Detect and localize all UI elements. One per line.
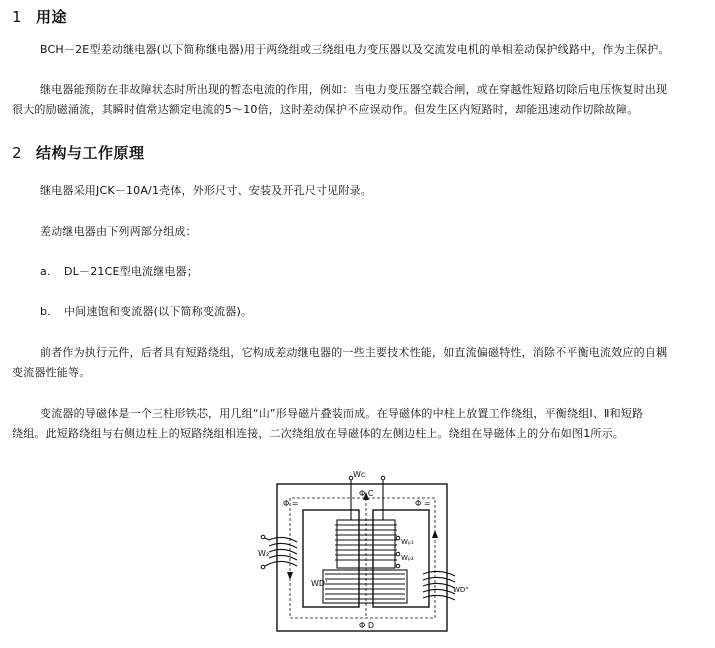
- label-phi-d: Φ D: [359, 621, 374, 630]
- list-item-b: [40, 302, 252, 322]
- section-2-paragraph-4-line-1: 变流器的导磁体是一个三柱形铁芯，用几组“山”形导磁片叠装而成。在导磁体的中柱上放置工作绕组，平衡绕组Ⅰ、Ⅱ和短路: [40, 407, 644, 420]
- section-2-paragraph-4-line-2: 绕组。此短路绕组与右侧边柱上的短路绕组相连接，二次绕组放在导磁体的左侧边柱上。绕组在导磁体上的分布如图1所示。: [12, 427, 624, 440]
- section-1-paragraph-2-line-2: 很大的励磁涌流，其瞬时值常达额定电流的5～10倍，这时差动保护不应误动作。但发生区内短路时，却能迅速动作切除故障。: [12, 103, 639, 116]
- label-wc: Wc: [353, 470, 366, 479]
- label-w2: W₂: [258, 549, 270, 558]
- label-wd-prime: WD': [311, 579, 328, 588]
- terminal-w2-bottom: [261, 565, 265, 569]
- label-phi-eq-right: Φ =: [415, 499, 431, 508]
- section-1-heading: [12, 6, 67, 27]
- section-2-heading: [12, 142, 145, 163]
- winding-diagram: [255, 470, 470, 640]
- section-1-number: 1: [12, 8, 23, 26]
- section-1-title: 用途: [36, 8, 68, 26]
- section-1-paragraph-1: BCH－2E型差动继电器(以下简称继电器)用于两绕组或三绕组电力变压器以及交流发电机的单相差动保护线路中，作为主保护。: [40, 43, 670, 56]
- label-phi-eq-left: Φ =: [283, 499, 299, 508]
- list-item-a-text: DL－21CE型电流继电器；: [64, 265, 199, 278]
- list-item-a: [40, 262, 198, 282]
- short-winding-center: [323, 570, 407, 603]
- list-item-b-marker: b.: [40, 305, 51, 318]
- list-item-b-text: 中间速饱和变流器(以下简称变流器)。: [64, 305, 253, 318]
- terminal-w2-top: [261, 535, 265, 539]
- center-terminals: [349, 476, 400, 568]
- section-2-paragraph-1: 继电器采用JCK－10A/1壳体，外形尺寸、安装及开孔尺寸见附录。: [40, 184, 372, 197]
- label-wp1: Wₚ₁: [401, 538, 414, 546]
- section-2-paragraph-3-line-2: 变流器性能等。: [12, 366, 91, 379]
- label-phi-c: Φ C: [359, 489, 374, 498]
- short-winding-right: [423, 571, 455, 600]
- section-2-paragraph-3-line-1: 前者作为执行元件，后者具有短路绕组，它构成差动继电器的一些主要技术性能，如直流偏磁特性，消除不平衡电流效应的自耦: [40, 346, 668, 359]
- section-2-number: 2: [12, 144, 23, 162]
- section-1-paragraph-2-line-1: 继电器能预防在非故障状态时所出现的暂态电流的作用，例如：当电力变压器空载合闸，或在穿越性短路切除后电压恢复时出现: [40, 83, 668, 96]
- list-item-a-marker: a.: [40, 265, 51, 278]
- label-wp2: Wₚ₂: [401, 554, 414, 562]
- label-wd-dprime: WD": [453, 586, 469, 594]
- section-2-paragraph-2: 差动继电器由下列两部分组成：: [40, 225, 197, 238]
- section-2-title: 结构与工作原理: [36, 144, 145, 162]
